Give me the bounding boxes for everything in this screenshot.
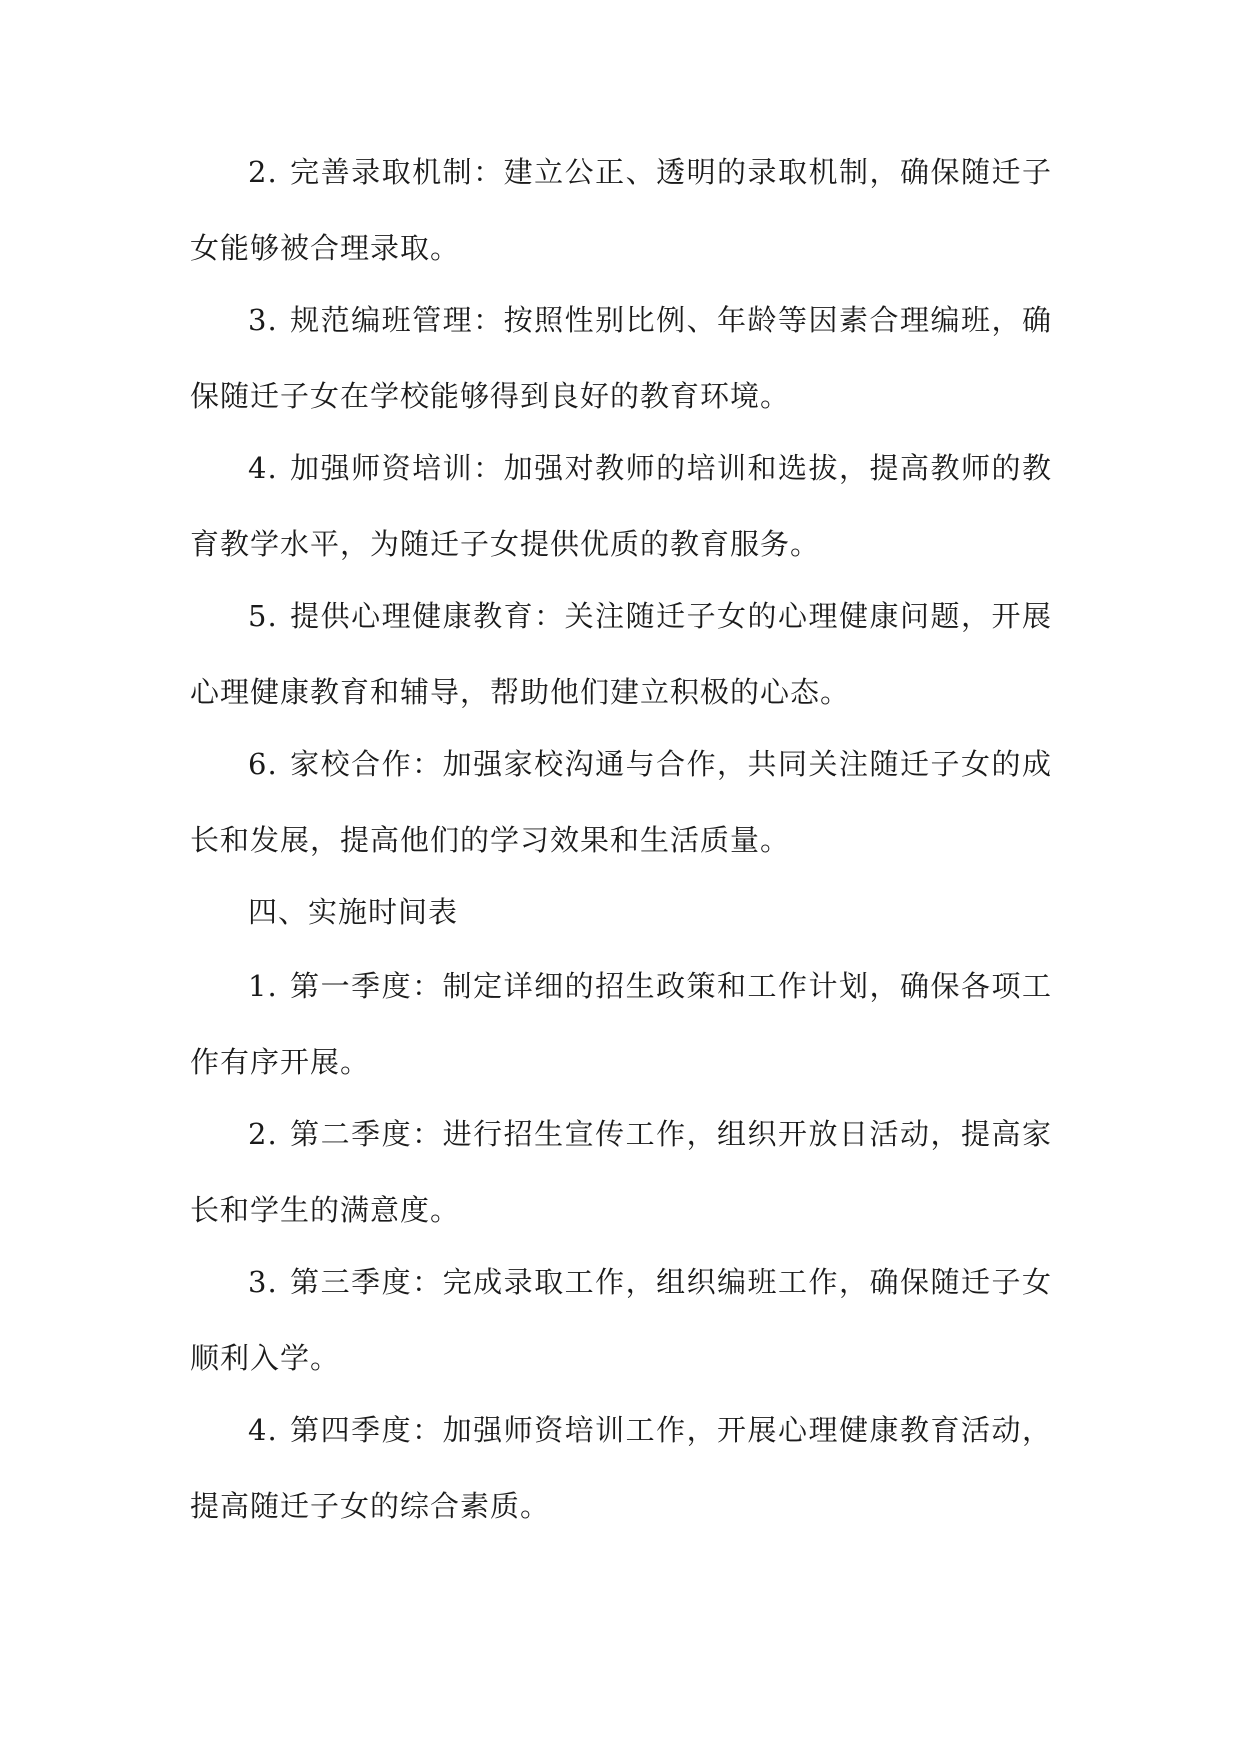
item-text: 完善录取机制：建立公正、透明的录取机制，确保随迁子女能够被合理录取。 bbox=[190, 155, 1052, 265]
item-number: 3. bbox=[248, 303, 278, 337]
item-text: 加强师资培训：加强对教师的培训和选拔，提高教师的教育教学水平，为随迁子女提供优质的教育服务。 bbox=[190, 451, 1052, 561]
item-text: 家校合作：加强家校沟通与合作，共同关注随迁子女的成长和发展，提高他们的学习效果和生活质量。 bbox=[190, 747, 1052, 857]
schedule-item-4 bbox=[190, 1392, 1052, 1544]
item-number: 6. bbox=[248, 747, 278, 781]
item-text: 规范编班管理：按照性别比例、年龄等因素合理编班，确保随迁子女在学校能够得到良好的教育环境。 bbox=[190, 303, 1052, 413]
paragraph-item-6 bbox=[190, 726, 1052, 878]
item-number: 2. bbox=[248, 155, 278, 189]
schedule-item-1 bbox=[190, 948, 1052, 1100]
item-number: 3. bbox=[248, 1265, 278, 1299]
paragraph-item-2 bbox=[190, 134, 1052, 286]
item-text: 提供心理健康教育：关注随迁子女的心理健康问题，开展心理健康教育和辅导，帮助他们建立积极的心态。 bbox=[190, 599, 1052, 709]
paragraph-item-5 bbox=[190, 578, 1052, 730]
section-heading: 四、实施时间表 bbox=[248, 895, 459, 929]
paragraph-item-3 bbox=[190, 282, 1052, 434]
item-text: 第四季度：加强师资培训工作，开展心理健康教育活动，提高随迁子女的综合素质。 bbox=[190, 1413, 1052, 1523]
schedule-item-2 bbox=[190, 1096, 1052, 1248]
item-number: 4. bbox=[248, 451, 278, 485]
item-number: 4. bbox=[248, 1413, 278, 1447]
item-text: 第二季度：进行招生宣传工作，组织开放日活动，提高家长和学生的满意度。 bbox=[190, 1117, 1052, 1227]
item-number: 5. bbox=[248, 599, 278, 633]
paragraph-item-4 bbox=[190, 430, 1052, 582]
item-number: 1. bbox=[248, 969, 278, 1003]
schedule-item-3 bbox=[190, 1244, 1052, 1396]
item-text: 第一季度：制定详细的招生政策和工作计划，确保各项工作有序开展。 bbox=[190, 969, 1052, 1079]
item-text: 第三季度：完成录取工作，组织编班工作，确保随迁子女顺利入学。 bbox=[190, 1265, 1052, 1375]
item-number: 2. bbox=[248, 1117, 278, 1151]
